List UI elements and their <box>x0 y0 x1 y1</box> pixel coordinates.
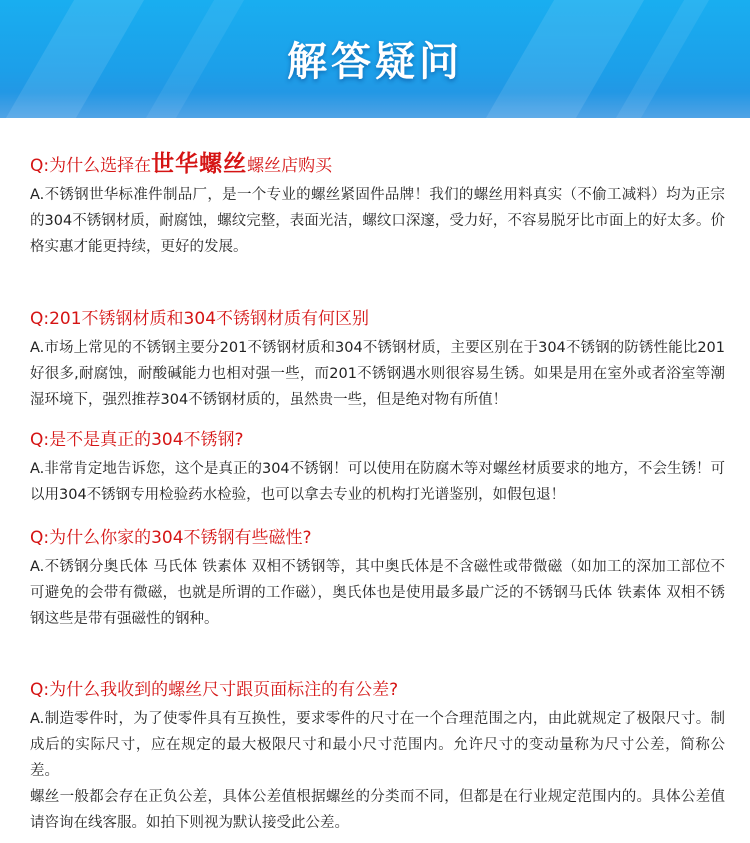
question-text: Q:为什么选择在 <box>30 156 152 176</box>
answer-paragraph: A.制造零件时，为了使零件具有互换性，要求零件的尺寸在一个合理范围之内，由此就规定了极限尺寸。制成后的实际尺寸，应在规定的最大极限尺寸和最小尺寸范围内。允许尺寸的变动量称为尺寸公差，简称公差。 <box>30 711 725 779</box>
question: Q:为什么我收到的螺丝尺寸跟页面标注的有公差? <box>30 680 399 700</box>
answer <box>30 554 725 632</box>
answer-paragraph: A.不锈钢世华标准件制品厂，是一个专业的螺丝紧固件品牌！我们的螺丝用料真实（不偷工减料）均为正宗的304不锈钢材质，耐腐蚀，螺纹完整，表面光洁，螺纹口深邃，受力好，不容易脱牙比市面上的好太多。价格实惠才能更持续，更好的发展。 <box>30 187 725 255</box>
answer <box>30 706 725 836</box>
question: Q:201不锈钢材质和304不锈钢材质有何区别 <box>30 309 370 329</box>
faq-item <box>0 527 750 632</box>
brand-name: 世华螺丝 <box>151 151 248 177</box>
page-title: 解答疑问 <box>287 39 463 85</box>
answer <box>30 335 725 413</box>
answer <box>30 182 725 260</box>
answer-paragraph: A.市场上常见的不锈钢主要分201不锈钢材质和304不锈钢材质，主要区别在于304不锈钢的防锈性能比201好很多,耐腐蚀，耐酸碱能力也相对强一些，而201不锈钢遇水则很容易生锈。如果是用在室外或者浴室等潮湿环境下，强烈推荐304不锈钢材质的，虽然贵一些，但是绝对物有所值！ <box>30 340 725 408</box>
question-text: 螺丝店购买 <box>247 156 333 176</box>
header-banner <box>0 0 750 118</box>
question <box>30 153 750 177</box>
answer-paragraph: A.不锈钢分奥氏体 马氏体 铁素体 双相不锈钢等，其中奥氏体是不含磁性或带微磁（如加工的深加工部位不可避免的会带有微磁，也就是所谓的工作磁），奥氏体也是使用最多最广泛的不锈钢马氏体 铁素体 双相不锈钢这些是带有强磁性的钢种。 <box>30 559 725 627</box>
faq-item <box>0 308 750 413</box>
banner-shine <box>0 92 750 118</box>
question: Q:为什么你家的304不锈钢有些磁性? <box>30 528 312 548</box>
question: Q:是不是真正的304不锈钢? <box>30 430 244 450</box>
answer <box>30 456 725 508</box>
faq-item <box>0 679 750 836</box>
answer-paragraph: A.非常肯定地告诉您，这个是真正的304不锈钢！可以使用在防腐木等对螺丝材质要求的地方，不会生锈！可以用304不锈钢专用检验药水检验，也可以拿去专业的机构打光谱鉴别，如假包退！ <box>30 461 725 503</box>
faq-item <box>0 429 750 508</box>
answer-paragraph: 螺丝一般都会存在正负公差，具体公差值根据螺丝的分类而不同，但都是在行业规定范围内的。具体公差值请咨询在线客服。如拍下则视为默认接受此公差。 <box>30 789 725 831</box>
faq-item <box>0 153 750 260</box>
